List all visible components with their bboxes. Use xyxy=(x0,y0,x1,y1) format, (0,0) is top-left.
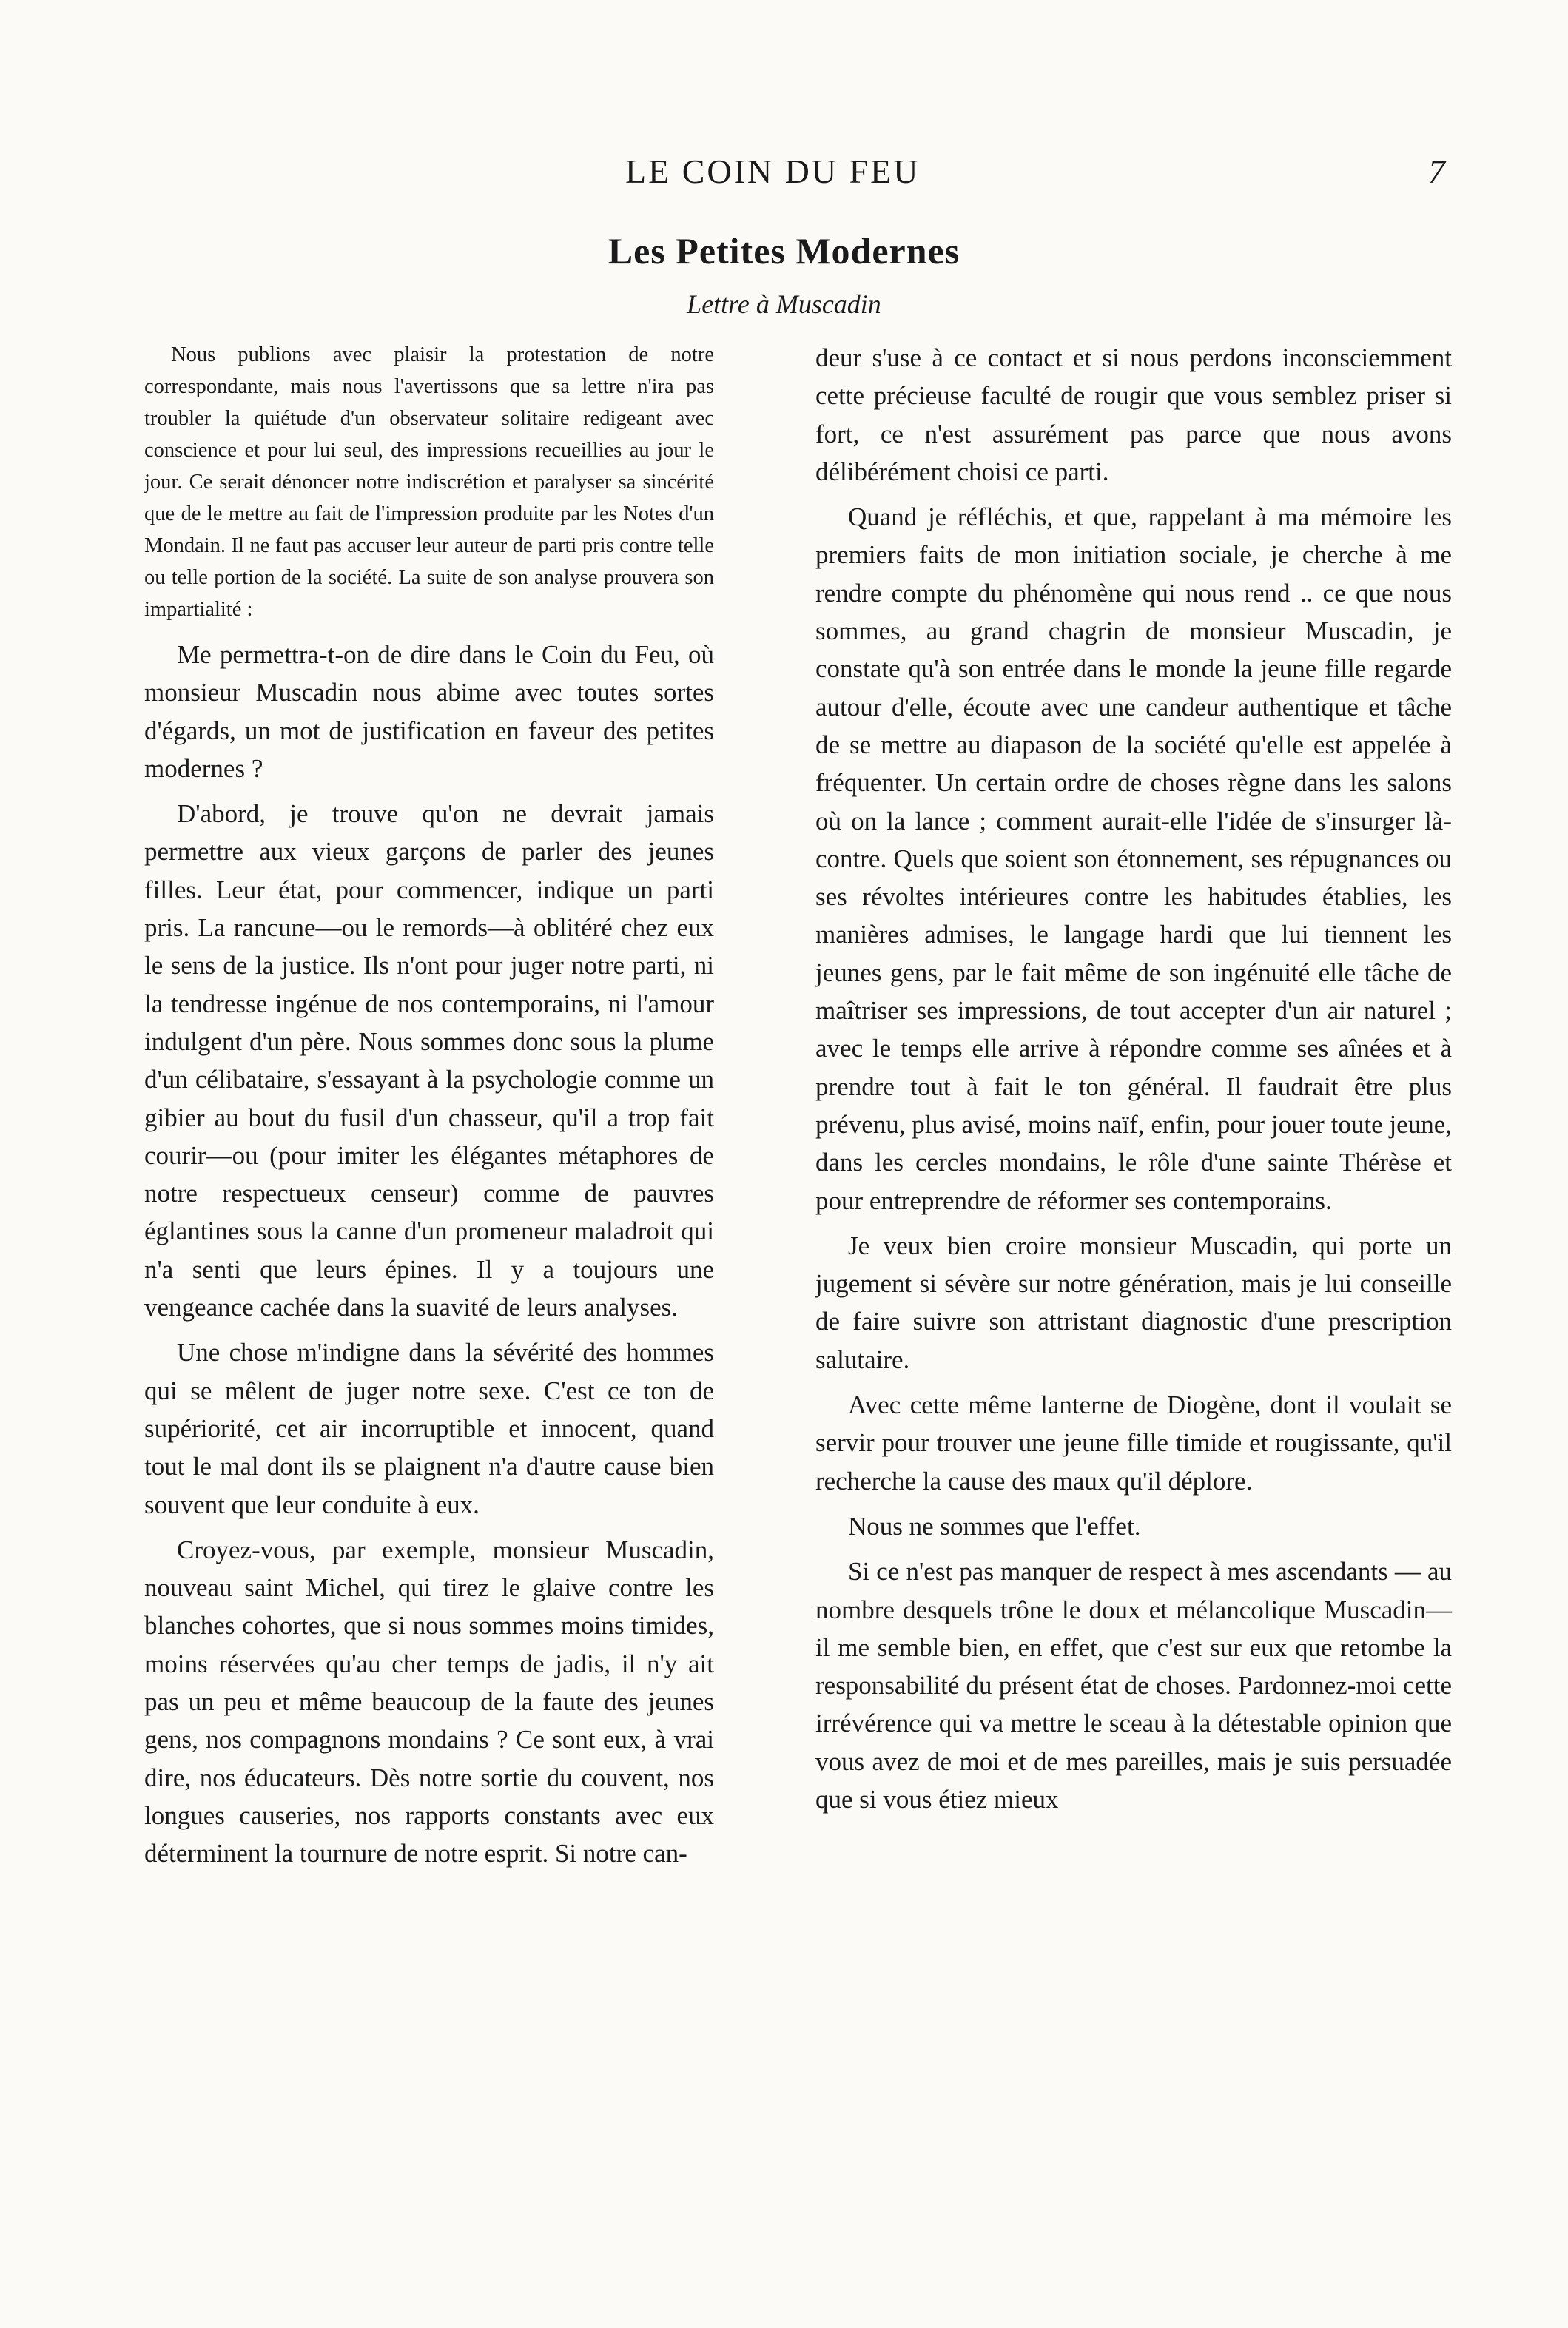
paragraph: Quand je réfléchis, et que, rappelant à ma mémoire les premiers faits de mon initiation sociale, je cherche à me rendre compte du phénomène qui nous rend .. ce que nous sommes, au grand chagrin de monsieur Muscadin, je constate qu'à son entrée dans le monde la jeune fille regarde autour d'elle, écoute avec une candeur authentique et tâche de se mettre au diapason de la société qu'elle est appelée à fréquenter. Un certain ordre de choses règne dans les salons où on la lance ; comment aurait-elle l'idée de s'insurger là-contre. Quels que soient son étonnement, ses répugnances ou ses révoltes intérieures contre les habitudes établies, les manières admises, le langage hardi que lui tiennent les jeunes gens, par le fait même de son ingénuité elle tâche de maîtriser ses impressions, de tout accepter d'un air naturel ; avec le temps elle arrive à répondre comme ses aînées et à prendre tout à fait le ton général. Il faudrait être plus prévenu, plus avisé, moins naïf, enfin, pour jouer toute jeune, dans les cercles mondains, le rôle d'une sainte Thérèse et pour entreprendre de réformer ses contemporains. xyxy=(815,502,1452,1215)
paragraph: Me permettra-t-on de dire dans le Coin du Feu, où monsieur Muscadin nous abime avec toutes sortes d'égards, un mot de justification en faveur des petites modernes ? xyxy=(144,640,714,783)
paragraph: Une chose m'indigne dans la sévérité des hommes qui se mêlent de juger notre sexe. C'est ce ton de supériorité, cet air incorruptible et innocent, quand tout le mal dont ils se plaignent n'a d'autre cause bien souvent que leur conduite à eux. xyxy=(144,1338,714,1519)
paragraph: D'abord, je trouve qu'on ne devrait jamais permettre aux vieux garçons de parler des jeunes filles. Leur état, pour commencer, indique un parti pris. La rancune—ou le remords—à oblitéré chez eux le sens de la justice. Ils n'ont pour juger notre parti, ni la tendresse ingénue de nos contemporains, ni l'amour indulgent d'un père. Nous sommes donc sous la plume d'un célibataire, s'essayant à la psychologie comme un gibier au bout du fusil d'un chasseur, qu'il a trop fait courir—ou (pour imiter les élégantes métaphores de notre respectueux censeur) comme de pauvres églantines sous la canne d'un promeneur maladroit qui n'a senti que leurs épines. Il y a toujours une vengeance cachée dans la suavité de leurs analyses. xyxy=(144,799,714,1322)
paragraph-continued: deur s'use à ce contact et si nous perdons inconsciemment cette précieuse faculté de rougir que vous semblez priser si fort, ce n'est assurément pas parce que nous avons délibérément choisi ce parti. xyxy=(815,343,1452,486)
left-column xyxy=(144,339,714,1880)
editor-note: Nous publions avec plaisir la protestation de notre correspondante, mais nous l'avertissons que sa lettre n'ira pas troubler la quiétude d'un observateur solitaire redigeant avec conscience et pour lui seul, des impressions recueillies au jour le jour. Ce serait dénoncer notre indiscrétion et paralyser sa sincérité que de le mettre au fait de l'impression produite par les Notes d'un Mondain. Il ne faut pas accuser leur auteur de parti pris contre telle ou telle portion de la société. La suite de son analyse prouvera son impartialité : xyxy=(144,343,714,621)
right-column xyxy=(815,339,1452,1826)
journal-title: LE COIN DU FEU xyxy=(625,152,921,190)
paragraph: Je veux bien croire monsieur Muscadin, qui porte un jugement si sévère sur notre génération, mais je lui conseille de faire suivre son attristant diagnostic d'une prescription salutaire. xyxy=(815,1231,1452,1374)
paragraph: Avec cette même lanterne de Diogène, dont il voulait se servir pour trouver une jeune fille timide et rougissante, qu'il recherche la cause des maux qu'il déplore. xyxy=(815,1390,1452,1496)
running-head xyxy=(0,152,1568,203)
article-title: Les Petites Modernes xyxy=(608,230,960,272)
page-number: 7 xyxy=(1428,152,1445,190)
paragraph: Nous ne sommes que l'effet. xyxy=(848,1511,1141,1541)
article-subtitle: Lettre à Muscadin xyxy=(687,289,881,319)
paragraph: Si ce n'est pas manquer de respect à mes ascendants — au nombre desquels trône le doux et mélancolique Muscadin—il me semble bien, en effet, que c'est sur eux que retombe la responsabilité du présent état de choses. Pardonnez-moi cette irrévérence qui va mettre le sceau à la détestable opinion que vous avez de moi et de mes pareilles, mais je suis persuadée que si vous étiez mieux xyxy=(815,1557,1452,1814)
paragraph: Croyez-vous, par exemple, monsieur Muscadin, nouveau saint Michel, qui tirez le glaive contre les blanches cohortes, que si nous sommes moins timides, moins réservées qu'au cher temps de jadis, il n'y ait pas un peu et même beaucoup de la faute des jeunes gens, nos compagnons mondains ? Ce sont eux, à vrai dire, nos éducateurs. Dès notre sortie du couvent, nos longues causeries, nos rapports constants avec eux déterminent la tournure de notre esprit. Si notre can- xyxy=(144,1535,714,1868)
